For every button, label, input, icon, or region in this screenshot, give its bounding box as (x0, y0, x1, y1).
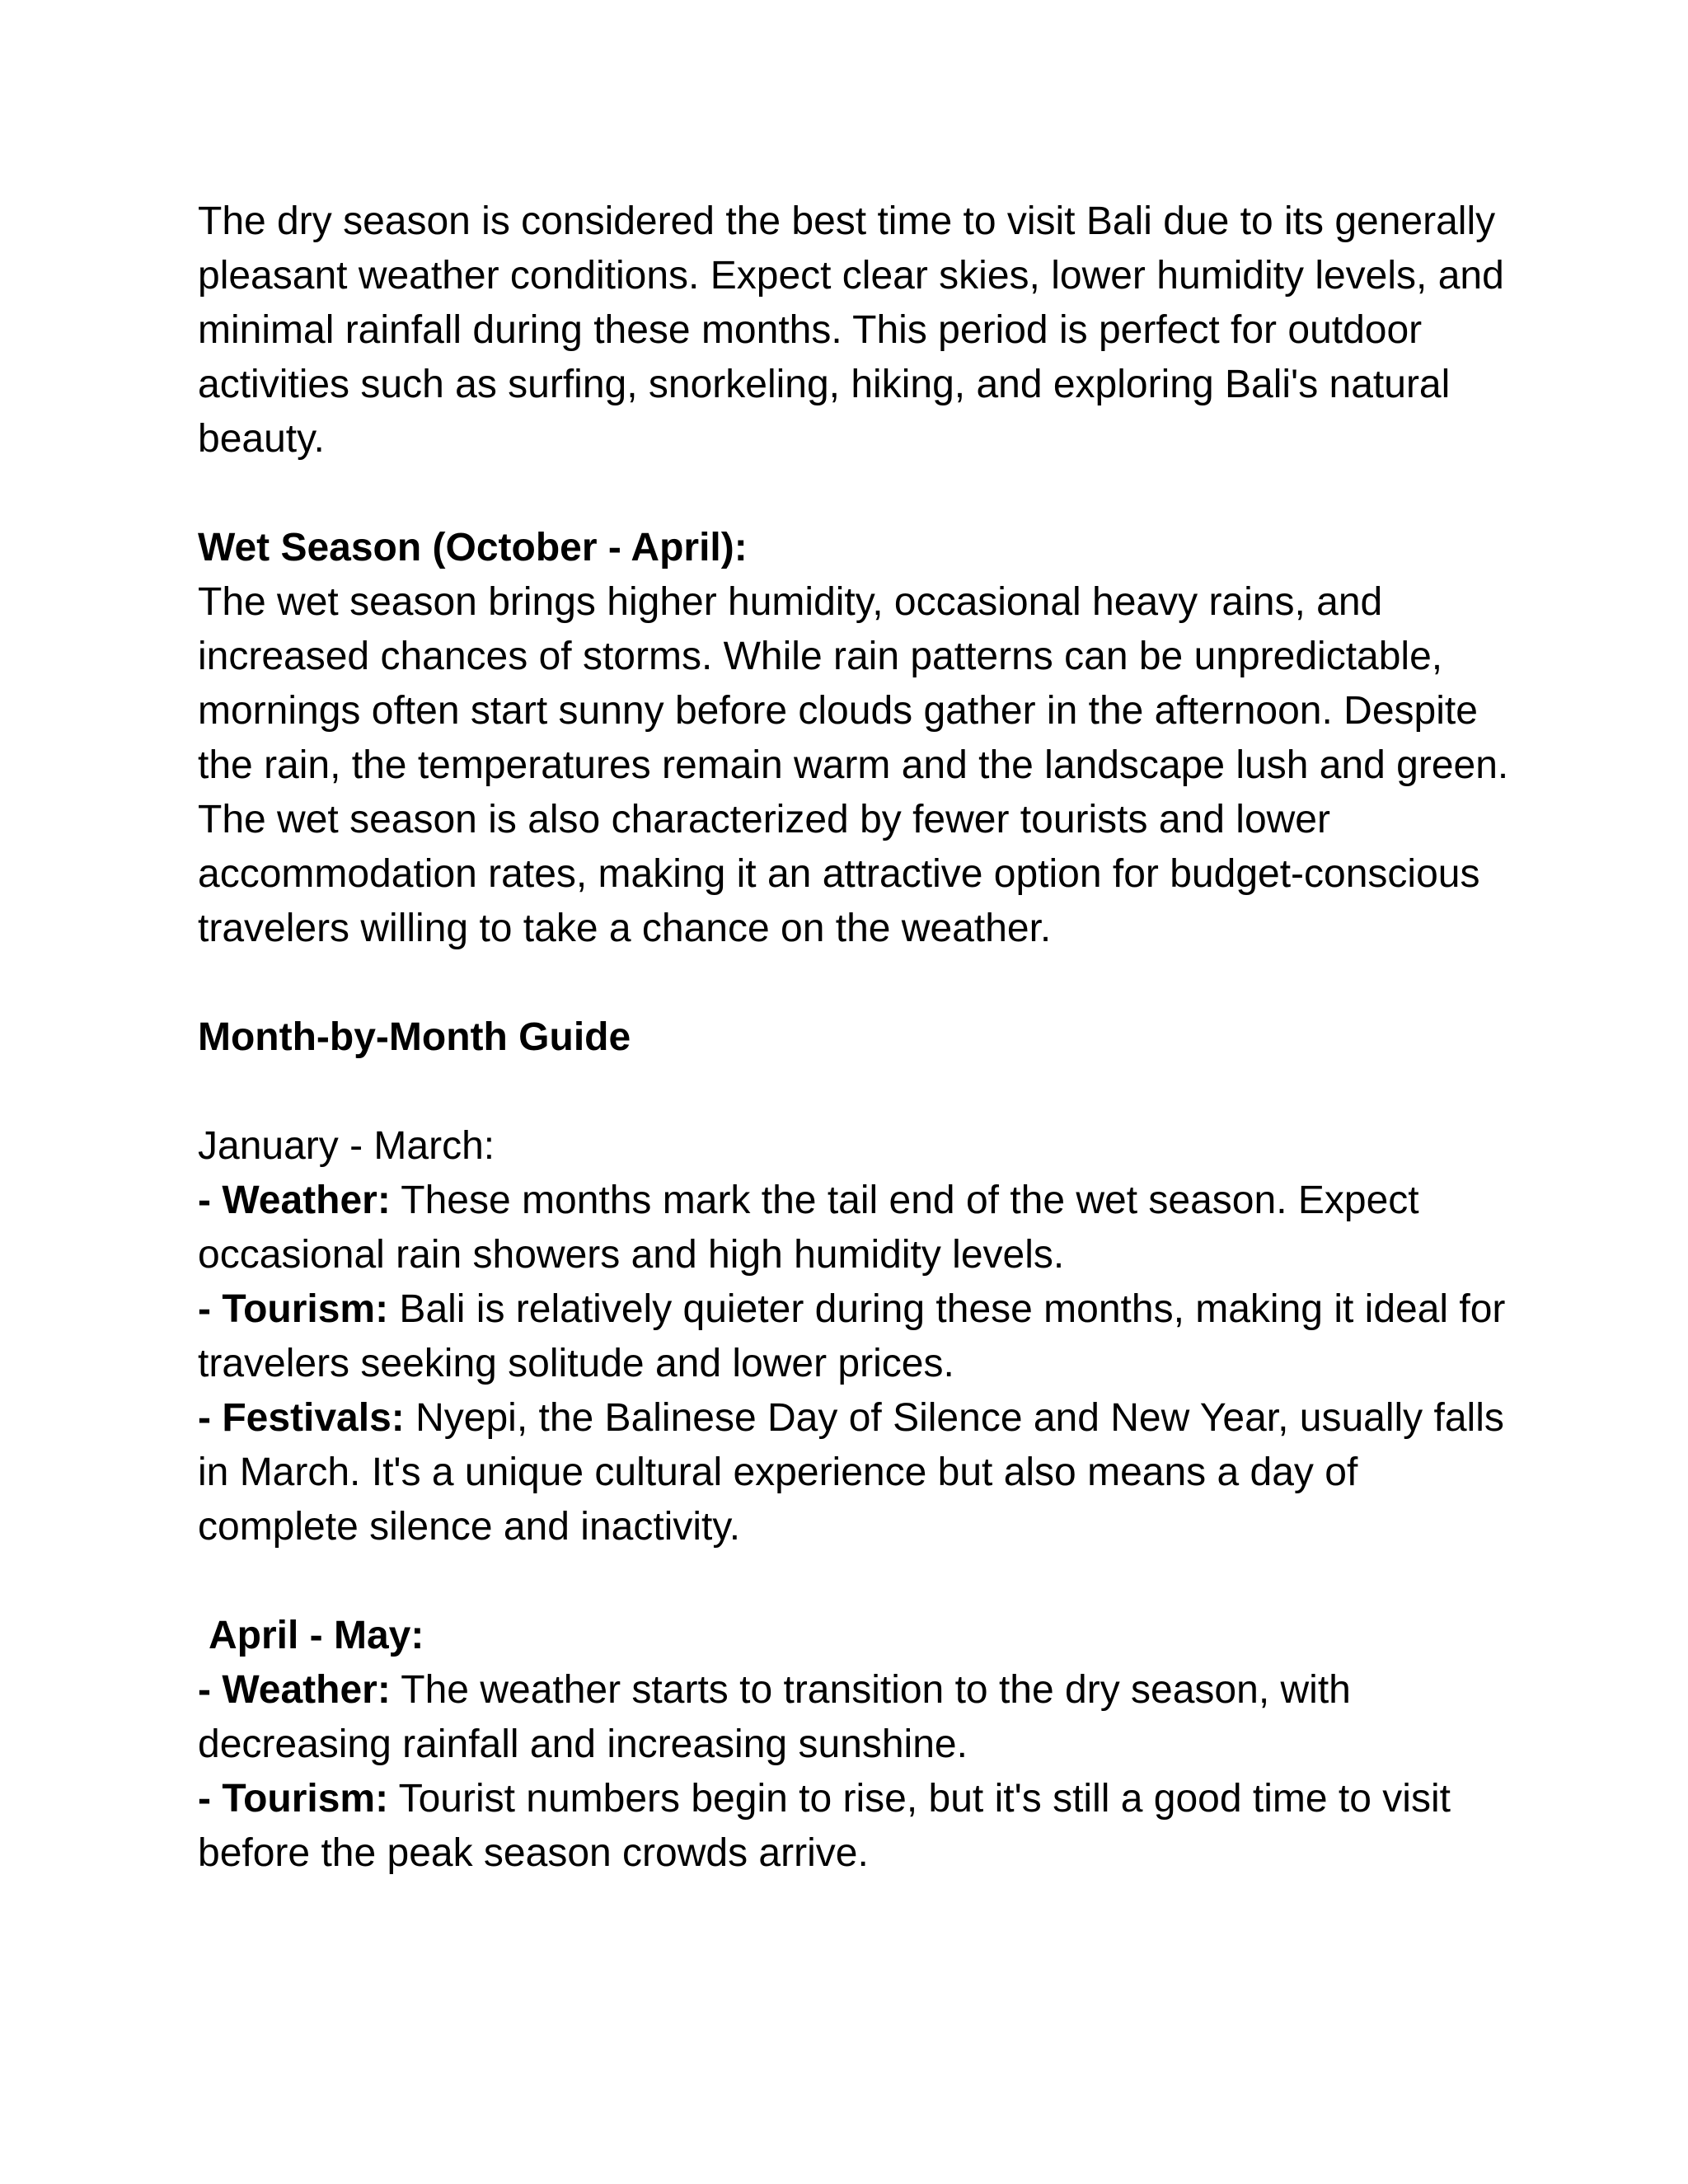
dry-season-paragraph: The dry season is considered the best time to visit Bali due to its generally pleasant weather conditions. Expect clear skies, lower humidity levels, and minimal rainfall during these months. This period is perfect for outdoor activities such as surfing, snorkeling, hiking, and exploring Bali's natural beauty. (198, 199, 1504, 461)
tourism-label: - Tourism: (198, 1777, 389, 1821)
jan-mar-heading: January - March: (198, 1124, 495, 1168)
festivals-text: Nyepi, the Balinese Day of Silence and New Year, usually falls in March. It's a unique cultural experience but also means a day of complete silence and inactivity. (198, 1396, 1504, 1549)
jan-mar-weather (198, 1174, 1517, 1282)
apr-may-heading: April - May: (209, 1614, 424, 1657)
month-guide-heading: Month-by-Month Guide (198, 1015, 631, 1059)
tourism-text: Bali is relatively quieter during these months, making it ideal for travelers seeking solitude and lower prices. (198, 1287, 1506, 1385)
spacer (198, 1554, 1517, 1609)
tourism-label: - Tourism: (198, 1287, 389, 1331)
weather-text: The weather starts to transition to the dry season, with decreasing rainfall and increasing sunshine. (198, 1668, 1351, 1766)
wet-season-paragraph: The wet season brings higher humidity, occasional heavy rains, and increased chances of storms. While rain patterns can be unpredictable, mornings often start sunny before clouds gather in the afternoon. Despite the rain, the temperatures remain warm and the landscape lush and green. The wet season is also characterized by fewer tourists and lower accommodation rates, making it an attractive option for budget-conscious travelers willing to take a chance on the weather. (198, 580, 1509, 950)
apr-may-weather (198, 1663, 1517, 1772)
wet-season-heading: Wet Season (October - April): (198, 526, 748, 569)
spacer (198, 466, 1517, 521)
jan-mar-tourism (198, 1282, 1517, 1391)
spacer (198, 1065, 1517, 1119)
weather-label: - Weather: (198, 1179, 391, 1222)
tourism-text: Tourist numbers begin to rise, but it's still a good time to visit before the peak season crowds arrive. (198, 1777, 1451, 1875)
jan-mar-festivals (198, 1391, 1517, 1554)
weather-label: - Weather: (198, 1668, 391, 1712)
festivals-label: - Festivals: (198, 1396, 405, 1440)
weather-text: These months mark the tail end of the wet season. Expect occasional rain showers and high humidity levels. (198, 1179, 1419, 1277)
document-body (198, 194, 1517, 1881)
spacer (198, 956, 1517, 1010)
apr-may-tourism (198, 1772, 1517, 1881)
